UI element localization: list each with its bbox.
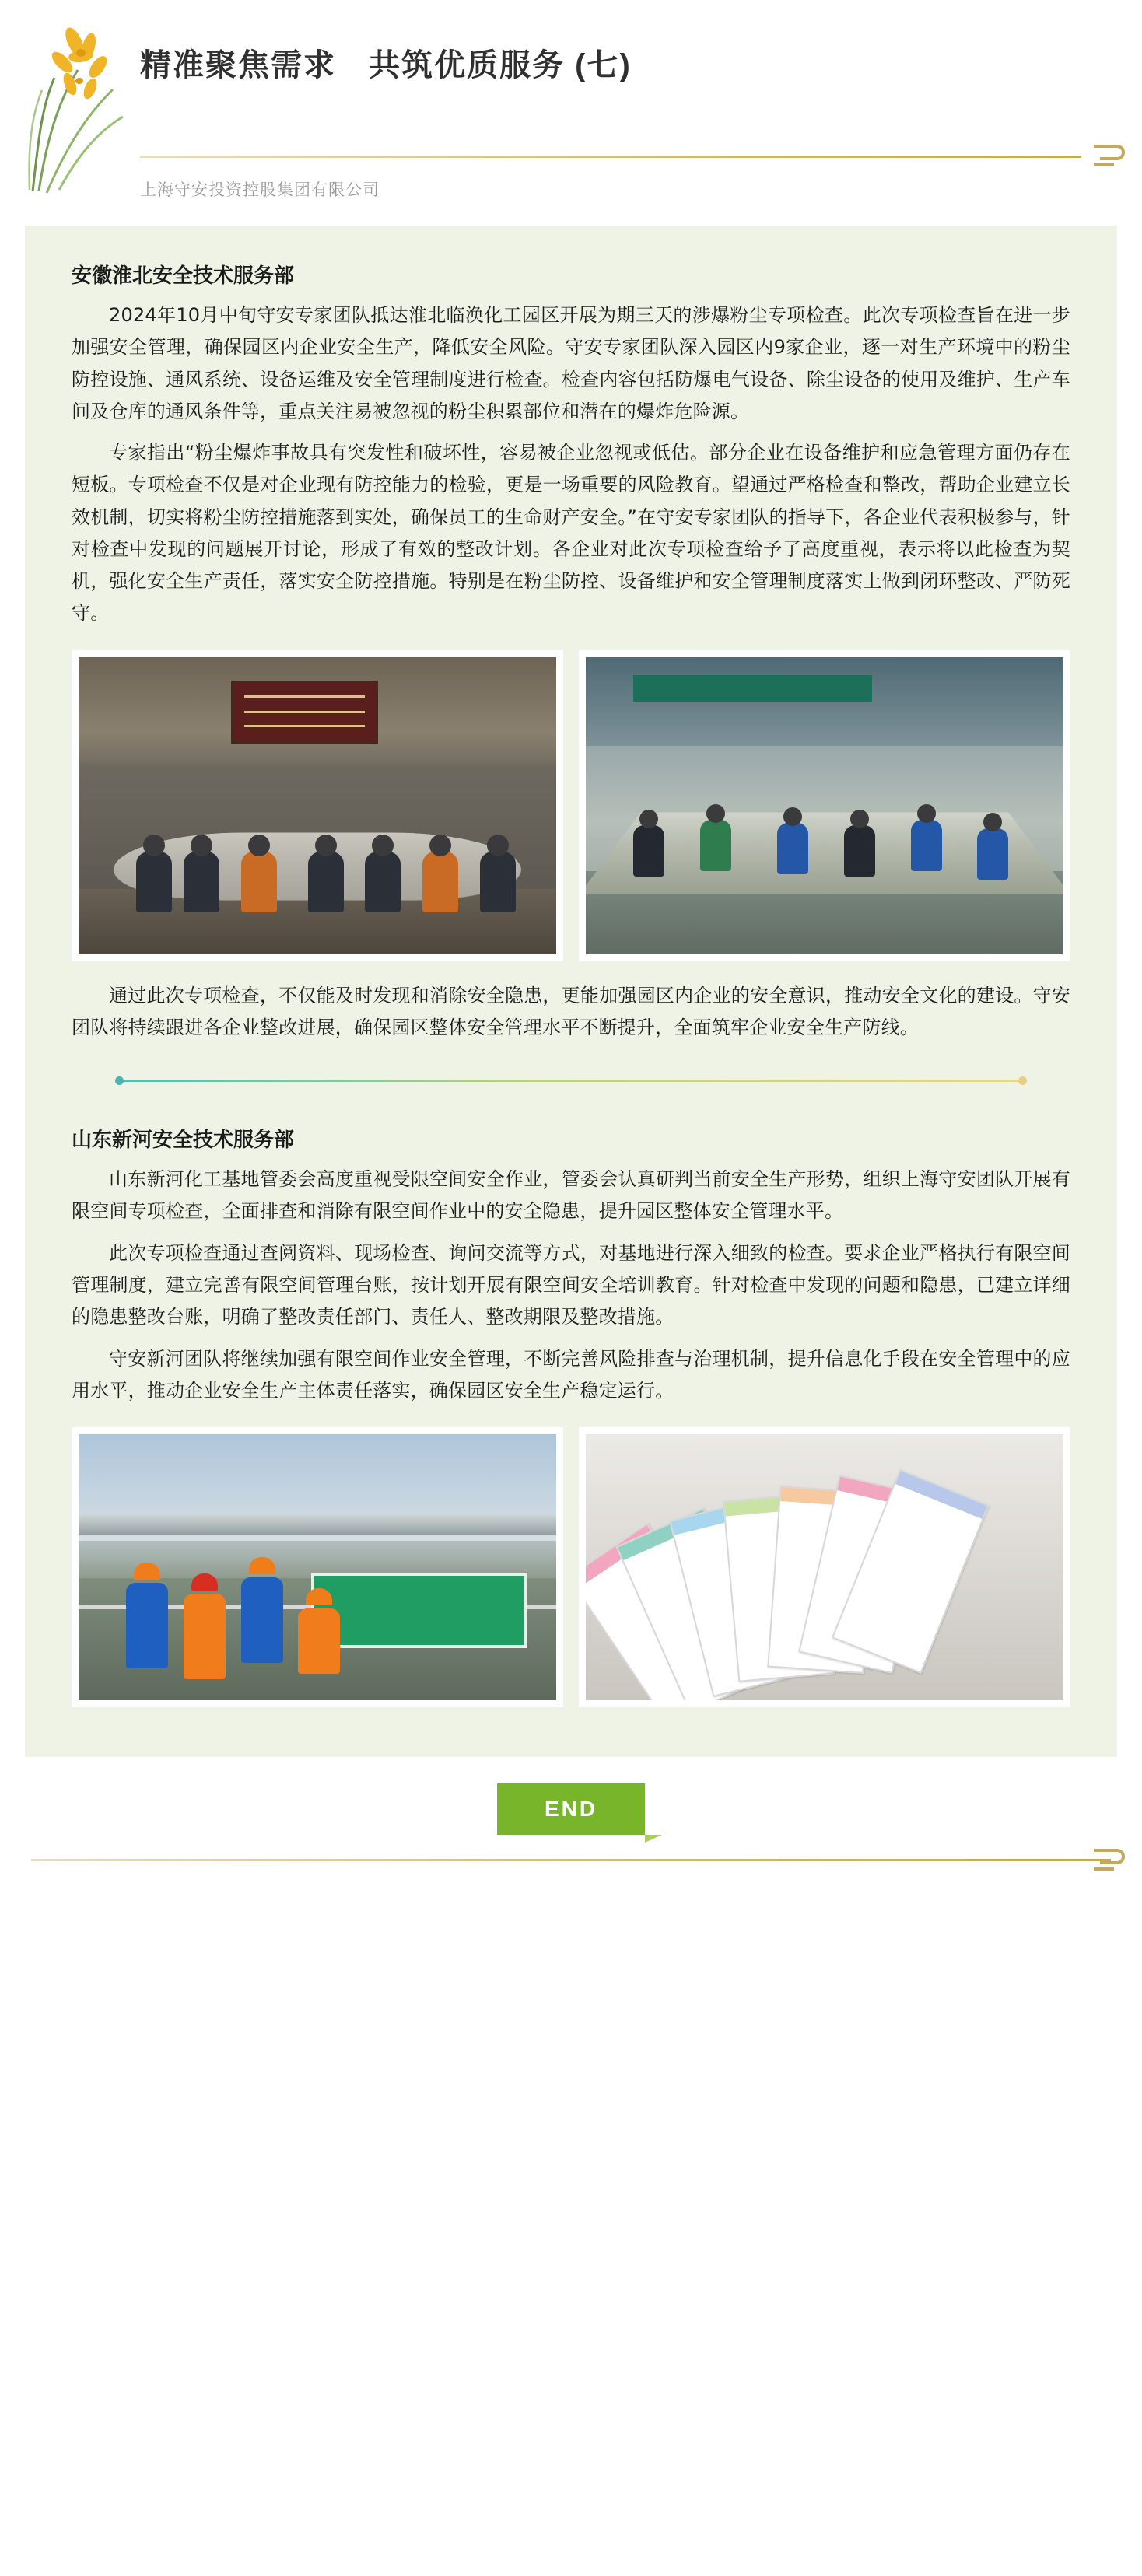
photo-site-inspection xyxy=(72,1427,563,1707)
paragraph: 此次专项检查通过查阅资料、现场检查、询问交流等方式，对基地进行深入细致的检查。要求企业严格执行有限空间管理制度，建立完善有限空间管理台账，按计划开展有限空间安全培训教育。针对检查中发现的问题和隐患，已建立详细的隐患整改台账，明确了整改责任部门、责任人、整改期限及整改措施。 xyxy=(72,1241,1070,1328)
paragraph: 通过此次专项检查，不仅能及时发现和消除安全隐患，更能加强园区内企业的安全意识，推动安全文化的建设。守安团队将持续跟进各企业整改进展，确保园区整体安全管理水平不断提升，全面筑牢企业安全生产防线。 xyxy=(72,984,1070,1038)
page-header xyxy=(0,0,1142,226)
section-title: 山东新河安全技术服务部 xyxy=(72,1129,295,1153)
page-footer xyxy=(0,1757,1142,1897)
paragraph: 2024年10月中旬守安专家团队抵达淮北临涣化工园区开展为期三天的涉爆粉尘专项检查。此次专项检查旨在进一步加强安全管理，确保园区内企业安全生产，降低安全风险。守安专家团队深入园区内9家企业，逐一对生产环境中的粉尘防控设施、通风系统、设备运维及安全管理制度进行检查。检查内容包括防爆电气设备、除尘设备的使用及维护、生产车间及仓库的通风条件等，重点关注易被忽视的粉尘积累部位和潜在的爆炸危险源。 xyxy=(72,304,1070,422)
section-shandong-xinhe xyxy=(72,1090,1070,1707)
section-anhui-huaibei xyxy=(72,226,1070,1044)
photo-row xyxy=(72,650,1070,961)
paragraph: 山东新河化工基地管委会高度重视受限空间安全作业，管委会认真研判当前安全生产形势，组织上海守安团队开展有限空间专项检查，全面排查和消除有限空间作业中的安全隐患，提升园区整体安全管理水平。 xyxy=(72,1168,1070,1223)
section-title: 安徽淮北安全技术服务部 xyxy=(72,264,295,288)
section-divider xyxy=(118,1080,1024,1082)
article-body xyxy=(25,226,1117,1757)
photo-meeting-room-2 xyxy=(579,650,1070,961)
orchid-flower-illustration xyxy=(23,16,132,194)
photo-documents-fan xyxy=(579,1427,1070,1707)
end-badge-wrapper xyxy=(497,1783,645,1835)
photo-meeting-room-1 xyxy=(72,650,563,961)
end-badge: END xyxy=(497,1783,645,1835)
header-divider-rule xyxy=(140,156,1081,158)
footer-divider-rule xyxy=(31,1859,1111,1861)
page-title-main: 精准聚焦需求 共筑优质服务 xyxy=(140,47,565,83)
paragraph: 守安新河团队将继续加强有限空间作业安全管理，不断完善风险排查与治理机制，提升信息化手段在安全管理中的应用水平，推动企业安全生产主体责任落实，确保园区安全生产稳定运行。 xyxy=(72,1347,1070,1402)
gold-corner-ornament-icon xyxy=(1091,138,1126,174)
paragraph: 专家指出“粉尘爆炸事故具有突发性和破坏性，容易被企业忽视或低估。部分企业在设备维护和应急管理方面仍存在短板。专项检查不仅是对企业现有防控能力的检验，更是一场重要的风险教育。望通过严格检查和整改，帮助企业建立长效机制，切实将粉尘防控措施落到实处，确保员工的生命财产安全。”在守安专家团队的指导下，各企业代表积极参与，针对检查中发现的问题展开讨论，形成了有效的整改计划。各企业对此次专项检查给予了高度重视，表示将以此检查为契机，强化安全生产责任，落实安全防控措施。特别是在粉尘防控、设备维护和安全管理制度落实上做到闭环整改、严防死守。 xyxy=(72,442,1070,625)
page-title xyxy=(140,40,632,85)
page-title-suffix: (七) xyxy=(575,48,632,82)
photo-row xyxy=(72,1427,1070,1707)
gold-corner-ornament-icon xyxy=(1091,1843,1126,1878)
company-name: 上海守安投资控股集团有限公司 xyxy=(140,180,380,199)
